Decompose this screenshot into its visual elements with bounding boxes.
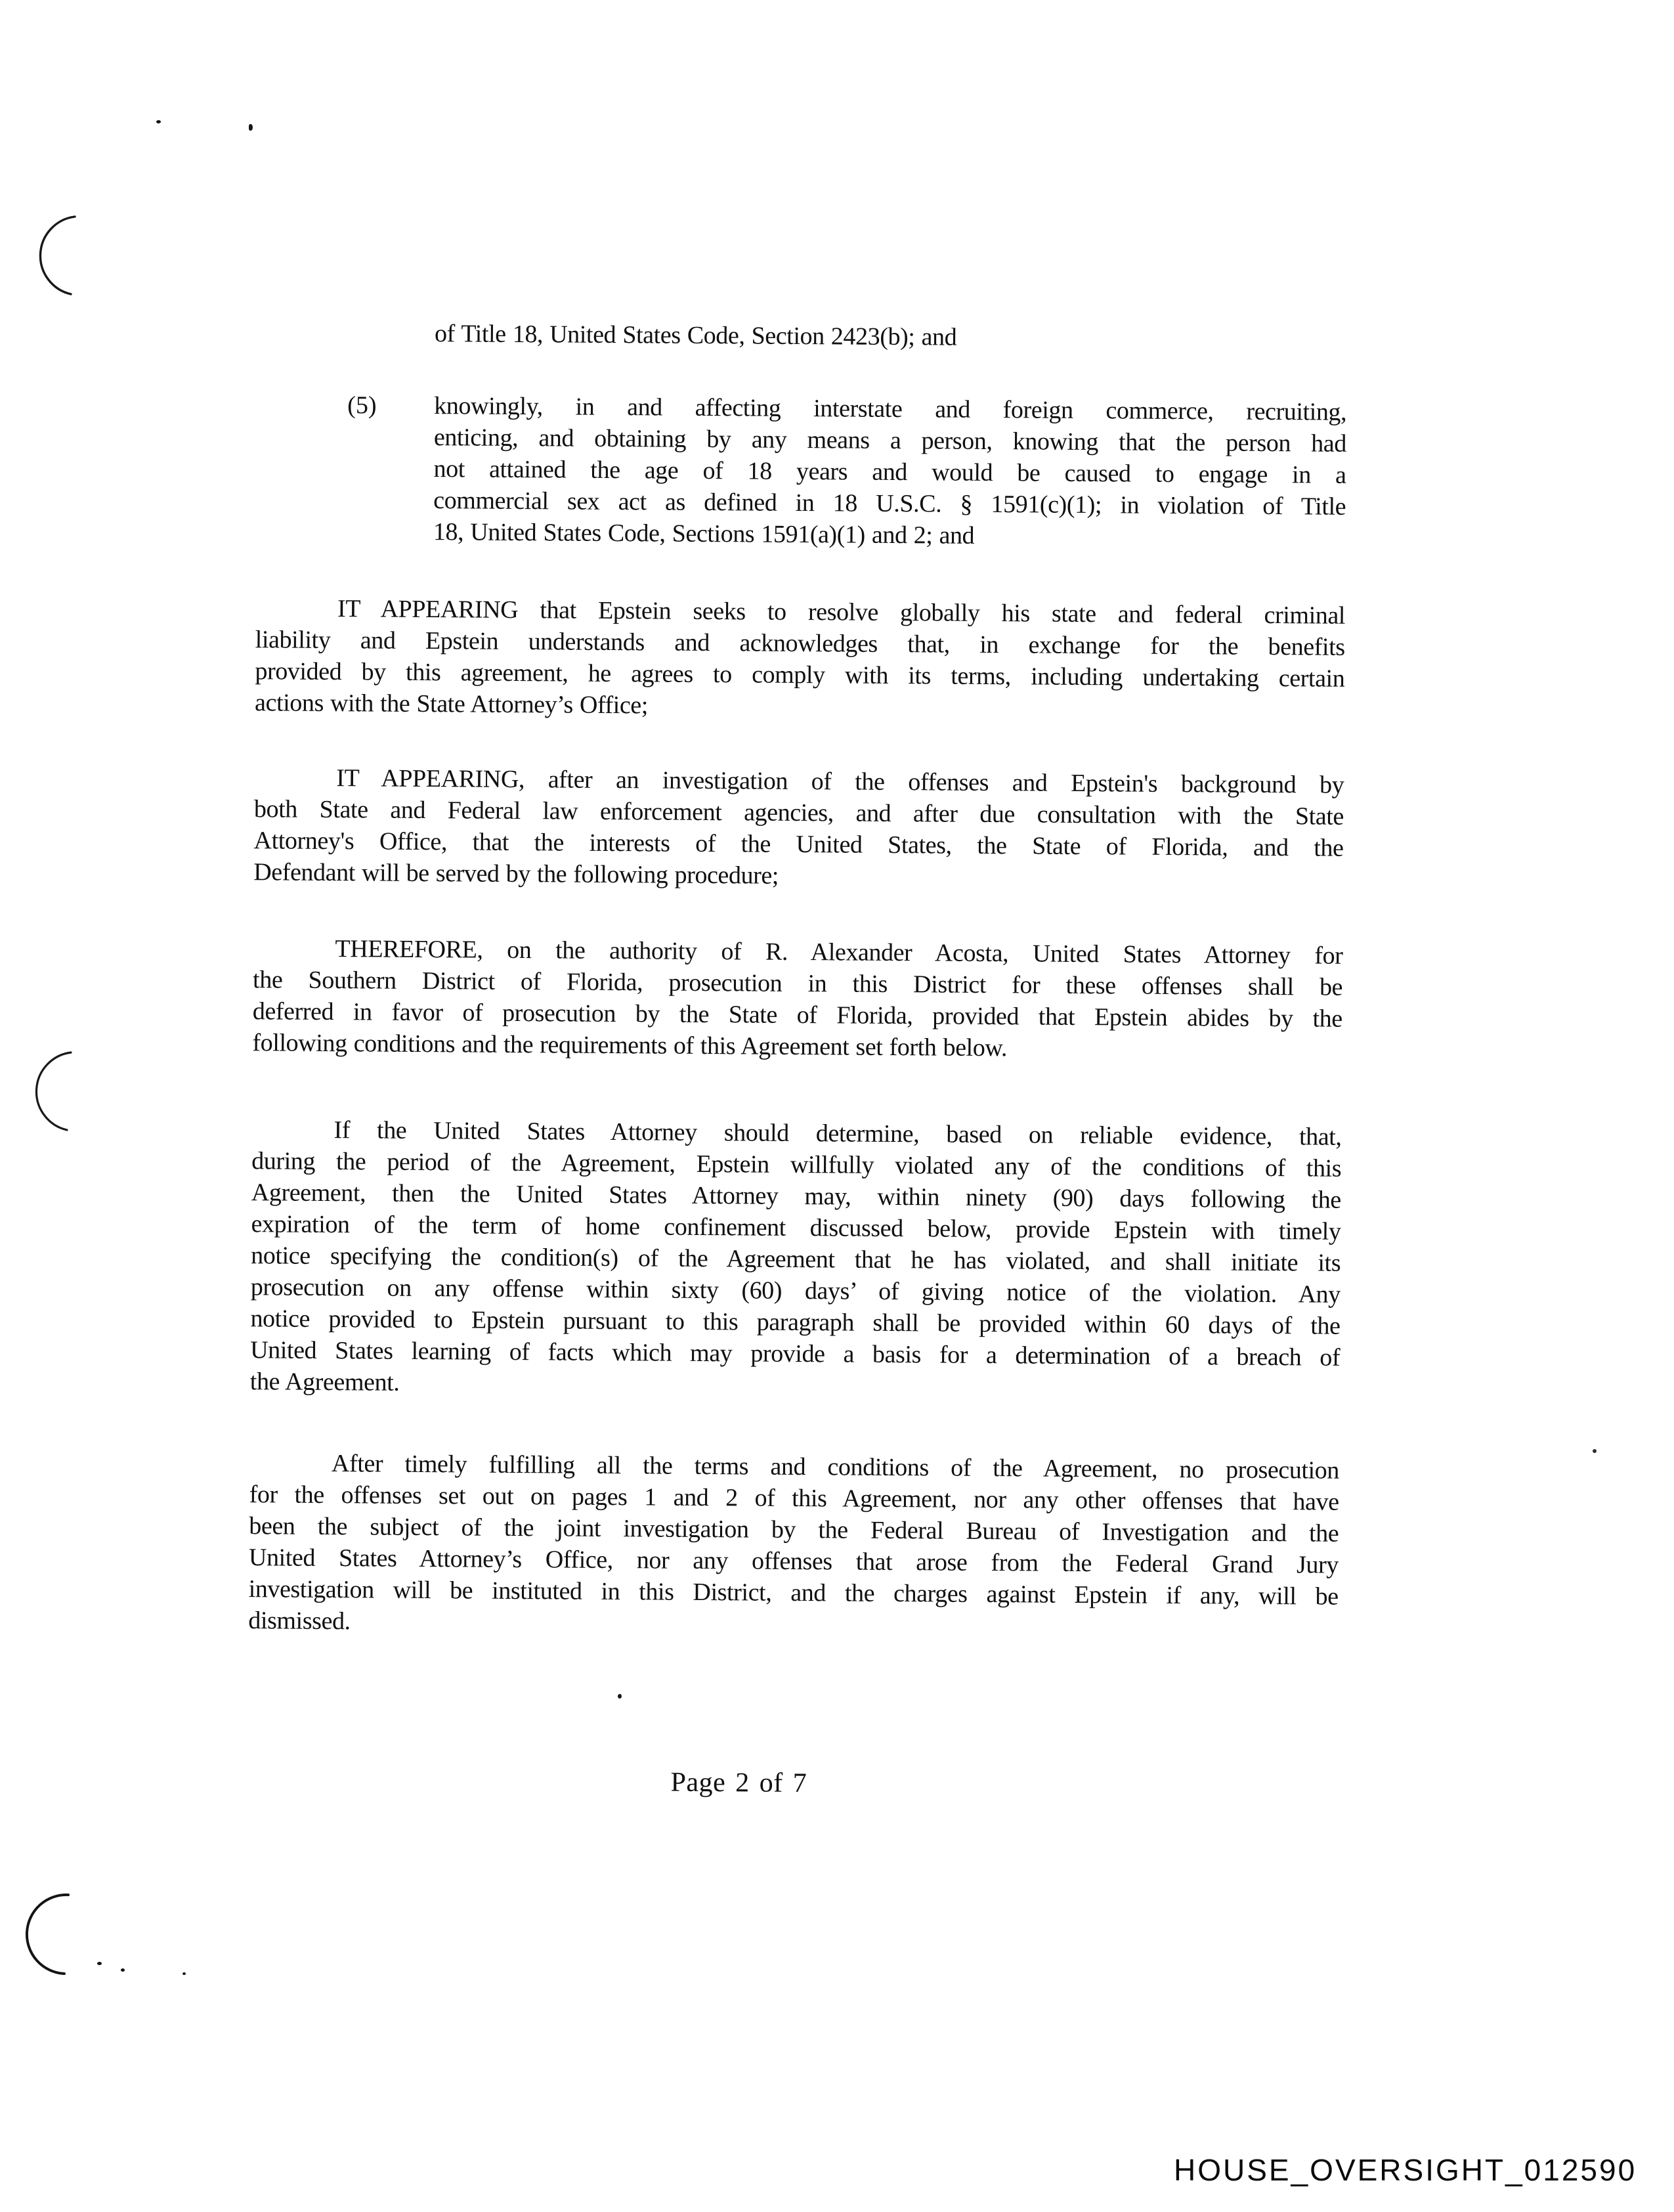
text-line: dismissed. [248, 1607, 351, 1636]
bates-stamp: HOUSE_OVERSIGHT_012590 [1174, 2153, 1637, 2187]
text-line: prosecution on any offense within sixty (60) days’ of giving notice of the violation. Any [250, 1273, 1341, 1309]
text-line: provided by this agreement, he agrees to comply with its terms, including undertaking certain [255, 657, 1345, 693]
scan-speck [1593, 1449, 1597, 1453]
text-line: both State and Federal law enforcement agencies, and after due consultation with the State [253, 795, 1344, 831]
text-line: expiration of the term of home confinement discussed below, provide Epstein with timely [251, 1210, 1341, 1246]
text-line: If the United States Attorney should determine, based on reliable evidence, that, [333, 1116, 1342, 1151]
text-line: following conditions and the requirements of this Agreement set forth below. [252, 1029, 1008, 1062]
scan-artifact-arc [25, 1891, 75, 1978]
text-line: of Title 18, United States Code, Section 2423(b); and [434, 320, 957, 351]
scan-speck [182, 1972, 186, 1975]
text-line: knowingly, in and affecting interstate and foreign commerce, recruiting, [434, 392, 1347, 426]
text-line: After timely fulfilling all the terms and conditions of the Agreement, no prosecution [331, 1450, 1340, 1485]
paragraph-violation-terms [250, 1114, 1342, 1405]
paragraph-therefore [252, 932, 1342, 1066]
text-line: United States learning of facts which may provide a basis for a determination of a breach of [250, 1336, 1341, 1372]
text-line: commercial sex act as defined in 18 U.S.C. § 1591(c)(1); in violation of Title [433, 487, 1346, 521]
text-line: IT APPEARING, after an investigation of the offenses and Epstein's background by [336, 764, 1344, 799]
text-line: liability and Epstein understands and acknowledges that, in exchange for the benefits [255, 626, 1345, 661]
scan-artifact-arc [33, 213, 80, 297]
text-line: actions with the State Attorney’s Office; [254, 689, 649, 720]
text-line: deferred in favor of prosecution by the State of Florida, provided that Epstein abides by the [252, 997, 1342, 1033]
text-line: the Southern District of Florida, prosecution in this District for these offenses shall be [252, 966, 1343, 1001]
scanned-text-block [244, 0, 1349, 2212]
text-line: Attorney's Office, that the interests of the United States, the State of Florida, and the [253, 827, 1344, 862]
scan-speck [97, 1962, 102, 1965]
continuation-line-container [257, 316, 1347, 356]
text-line: notice provided to Epstein pursuant to this paragraph shall be provided within 60 days of the [250, 1305, 1341, 1340]
item-number: (5) [347, 391, 377, 420]
paragraph-it-appearing-1 [255, 592, 1345, 726]
text-line: THEREFORE, on the authority of R. Alexander Acosta, United States Attorney for [335, 935, 1343, 970]
list-item-5 [256, 389, 1347, 554]
text-line: Defendant will be served by the following procedure; [253, 858, 779, 890]
paragraph-it-appearing-2 [253, 762, 1344, 896]
text-line: been the subject of the joint investigation by the Federal Bureau of Investigation and the [249, 1512, 1339, 1548]
text-line: enticing, and obtaining by any means a person, knowing that the person had [433, 423, 1347, 458]
text-line: United States Attorney’s Office, nor any offenses that arose from the Federal Grand Jury [248, 1544, 1339, 1579]
text-line: the Agreement. [249, 1368, 400, 1397]
page-number: Page 2 of 7 [670, 1767, 807, 1799]
text-line: during the period of the Agreement, Epstein willfully violated any of the conditions of this [251, 1147, 1342, 1182]
text-line: for the offenses set out on pages 1 and 2 of this Agreement, nor any other offenses that have [249, 1481, 1339, 1516]
text-line: not attained the age of 18 years and would be caused to engage in a [433, 455, 1346, 489]
scan-speck [121, 1968, 125, 1972]
item-body [433, 390, 1347, 554]
text-line: IT APPEARING that Epstein seeks to resolve globally his state and federal criminal [337, 595, 1346, 630]
text-line: Agreement, then the United States Attorney may, within ninety (90) days following the [251, 1179, 1341, 1214]
text-line: 18, United States Code, Sections 1591(a)(1) and 2; and [433, 518, 975, 550]
scan-speck [249, 124, 253, 131]
text-line: investigation will be instituted in this District, and the charges against Epstein if any, will be [248, 1575, 1339, 1611]
paragraph-dismissal [248, 1447, 1339, 1644]
text-line: notice specifying the condition(s) of the Agreement that he has violated, and shall initiate its [251, 1242, 1341, 1277]
scan-artifact-arc [29, 1049, 76, 1133]
scan-speck [156, 120, 161, 123]
